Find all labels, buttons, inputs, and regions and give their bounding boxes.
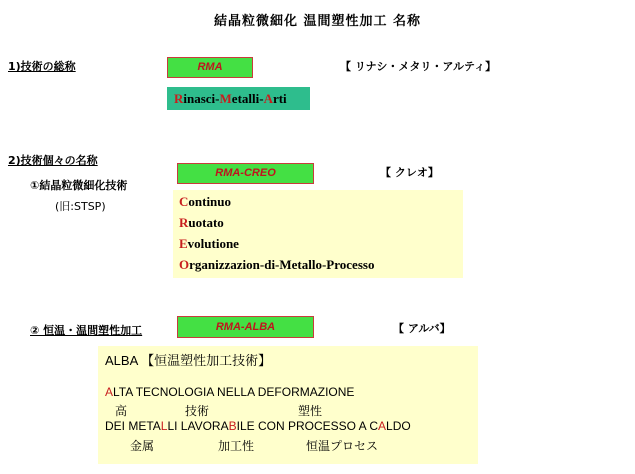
rma-alba-code-box: RMA-ALBA	[177, 316, 314, 338]
creo-expansion-box	[173, 190, 463, 278]
rma-creo-code-box: RMA-CREO	[177, 163, 314, 184]
rma-code-box: RMA	[167, 57, 253, 78]
item1-old-name: (旧:STSP)	[55, 200, 106, 213]
alba-line1: ALTA TECNOLOGIA NELLA DEFORMAZIONE	[105, 385, 355, 399]
initial-a: A	[263, 91, 273, 106]
rma-expansion-box	[167, 87, 310, 110]
alba-line2-ja-a: 金属	[130, 439, 155, 453]
rma-reading: 【 リナシ・メタリ・アルティ】	[340, 60, 497, 73]
creo-reading: 【 クレオ】	[380, 166, 439, 179]
creo-word-4: Organizzazion-di-Metallo-Processo	[179, 257, 375, 272]
page-title: 結晶粒微細化 温間塑性加工 名称	[213, 14, 422, 29]
alba-line2-ja-c: 恒温プロセス	[306, 439, 379, 453]
word-rest: etalli-	[231, 91, 264, 106]
alba-line1-ja-c: 塑性	[298, 404, 323, 418]
creo-word-2: Ruotato	[179, 215, 224, 230]
word-rest: rti	[272, 91, 287, 106]
section2-heading: 2)技術個々の名称	[8, 154, 98, 167]
alba-line1-ja-b: 技術	[185, 404, 210, 418]
alba-explanation-box	[98, 346, 478, 464]
alba-line1-ja-a: 高	[115, 404, 128, 418]
item1-label: ①結晶粒微細化技術	[30, 179, 128, 192]
creo-word-1: Continuo	[179, 194, 232, 209]
alba-reading: 【 アルバ】	[393, 322, 451, 335]
alba-line2: DEI METALLI LAVORABILE CON PROCESSO A CALDO	[105, 419, 411, 433]
alba-box-title: ALBA 【恒温塑性加工技術】	[105, 353, 272, 368]
creo-word-3: Evolutione	[179, 236, 239, 251]
item2-label: ② 恒温・温間塑性加工	[30, 324, 143, 337]
alba-line2-ja-b: 加工性	[218, 439, 255, 453]
initial-r: R	[174, 91, 184, 106]
initial-m: M	[219, 91, 232, 106]
section1-heading: 1)技術の総称	[8, 60, 76, 73]
word-rest: inasci-	[183, 91, 220, 106]
